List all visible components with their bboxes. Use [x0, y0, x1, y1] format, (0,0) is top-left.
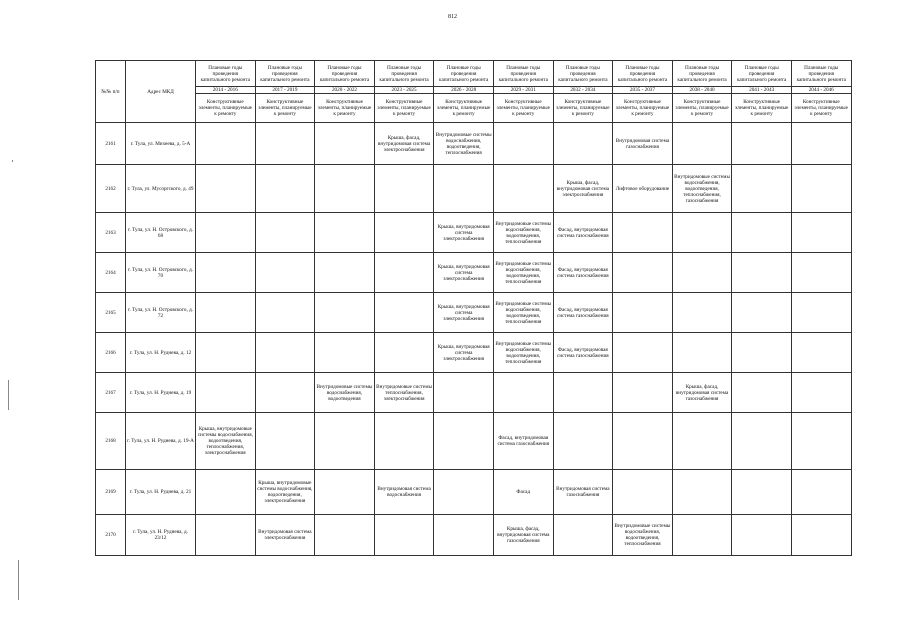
repair-cell: [434, 165, 494, 213]
period-range: 2014 - 2016: [196, 87, 256, 94]
table-row: [96, 470, 852, 515]
repair-cell: [493, 165, 553, 213]
repair-cell: [553, 413, 613, 470]
repair-cell: [672, 470, 732, 515]
repair-cell: [613, 253, 673, 293]
repair-cell: [374, 333, 434, 373]
repair-cell: [672, 333, 732, 373]
period-range: 2041 - 2043: [732, 87, 792, 94]
repair-cell: [791, 213, 851, 253]
repair-cell: [732, 470, 792, 515]
repair-cell: Крыша, фасад, внутридомовая система газоснабжения: [493, 515, 553, 556]
repair-cell: [196, 123, 256, 165]
repair-cell: [613, 413, 673, 470]
repair-cell: [791, 165, 851, 213]
repair-cell: [434, 470, 494, 515]
repair-cell: Крыша, внутридомовая система электроснабжения: [434, 293, 494, 333]
period-range: 2017 - 2019: [255, 87, 315, 94]
repair-cell: [374, 253, 434, 293]
element-kind-header: Конструктивные элементы, планируемые к ремонту: [613, 94, 673, 123]
repair-cell: [255, 293, 315, 333]
row-number: 2170: [96, 515, 126, 556]
row-number: 2163: [96, 213, 126, 253]
repair-cell: [434, 413, 494, 470]
row-address: г. Тула, ул. Н. Руднева, д. 19: [126, 373, 196, 413]
repair-cell: [196, 213, 256, 253]
repair-cell: Крыша, внутридомовые системы водоснабжения, водоотведения, теплоснабжения, электроснабжения: [196, 413, 256, 470]
repair-cell: Лифтовое оборудование: [613, 165, 673, 213]
repair-cell: [255, 123, 315, 165]
repair-cell: [732, 413, 792, 470]
repair-cell: [196, 470, 256, 515]
repair-cell: Внутридомовые системы водоснабжения, водоотведения, теплоснабжения, газоснабжения: [672, 165, 732, 213]
row-address: г. Тула, ул. Н. Островского, д. 70: [126, 253, 196, 293]
repair-cell: [493, 123, 553, 165]
repair-cell: [434, 515, 494, 556]
row-address: г. Тула, ул. Н. Руднева, д. 23/12: [126, 515, 196, 556]
element-kind-header: Конструктивные элементы, планируемые к ремонту: [493, 94, 553, 123]
repair-cell: Фасад, внутридомовая система газоснабжения: [493, 413, 553, 470]
repair-cell: [196, 333, 256, 373]
repair-cell: Фасад, внутридомовая система газоснабжения: [553, 253, 613, 293]
row-address: г. Тула, ул. Н. Островского, д. 68: [126, 213, 196, 253]
period-title: Плановые годы проведения капитального ремонта: [374, 61, 434, 87]
period-title: Плановые годы проведения капитального ремонта: [732, 61, 792, 87]
repair-cell: [255, 333, 315, 373]
repair-cell: [493, 373, 553, 413]
repair-cell: [315, 253, 375, 293]
period-range: 2035 - 2037: [613, 87, 673, 94]
repair-cell: [315, 413, 375, 470]
repair-cell: Крыша, внутридомовая система электроснабжения: [434, 253, 494, 293]
repair-cell: [672, 123, 732, 165]
repair-cell: [553, 373, 613, 413]
repair-cell: [613, 373, 673, 413]
row-address: г. Тула, ул. Мусоргского, д. 49: [126, 165, 196, 213]
repair-cell: [374, 213, 434, 253]
repair-cell: [196, 253, 256, 293]
period-title: Плановые годы проведения капитального ремонта: [791, 61, 851, 87]
repair-cell: [255, 413, 315, 470]
period-title: Плановые годы проведения капитального ремонта: [672, 61, 732, 87]
row-address: г. Тула, ул. Н. Руднева, д. 12: [126, 333, 196, 373]
repair-cell: Внутридомовые системы теплоснабжения, электроснабжения: [374, 373, 434, 413]
repair-cell: [374, 293, 434, 333]
row-number: 2164: [96, 253, 126, 293]
repair-cell: [613, 213, 673, 253]
period-range: 2032 - 2034: [553, 87, 613, 94]
repair-cell: Внутридомовая система газоснабжения: [613, 123, 673, 165]
repair-cell: Крыша, внутридомовая система электроснабжения: [434, 213, 494, 253]
period-range: 2023 - 2025: [374, 87, 434, 94]
repair-cell: [732, 253, 792, 293]
repair-cell: [315, 213, 375, 253]
repair-cell: Внутридомовые системы водоснабжения, водоотведения, теплоснабжения: [613, 515, 673, 556]
scan-artifact: [8, 380, 9, 410]
repair-cell: [553, 123, 613, 165]
table-row: [96, 515, 852, 556]
repair-cell: [672, 253, 732, 293]
header-address: Адрес МКД: [126, 61, 196, 123]
repair-cell: [315, 123, 375, 165]
table-row: [96, 293, 852, 333]
repair-cell: Фасад, внутридомовая система газоснабжения: [553, 213, 613, 253]
repair-cell: [791, 333, 851, 373]
element-kind-header: Конструктивные элементы, планируемые к ремонту: [434, 94, 494, 123]
repair-cell: [315, 515, 375, 556]
repair-cell: Крыша, фасад, внутридомовая система электроснабжения: [374, 123, 434, 165]
repair-cell: Фасад: [493, 470, 553, 515]
repair-cell: [613, 333, 673, 373]
period-range: 2020 - 2022: [315, 87, 375, 94]
repair-cell: Внутридомовые системы водоснабжения, водоотведения: [315, 373, 375, 413]
repair-cell: Внутридомовая система электроснабжения: [255, 515, 315, 556]
repair-cell: [791, 373, 851, 413]
repair-cell: [374, 165, 434, 213]
repair-cell: [613, 470, 673, 515]
table-row: [96, 333, 852, 373]
repair-cell: [791, 123, 851, 165]
page-number: 812: [448, 14, 457, 20]
repair-cell: [196, 293, 256, 333]
repair-cell: [374, 515, 434, 556]
repair-cell: [434, 373, 494, 413]
row-address: г. Тула, ул. Н. Руднева, д. 21: [126, 470, 196, 515]
row-number: 2167: [96, 373, 126, 413]
period-title: Плановые годы проведения капитального ремонта: [434, 61, 494, 87]
table-row: [96, 165, 852, 213]
repair-cell: Внутридомовые системы водоснабжения, водоотведения, теплоснабжения: [434, 123, 494, 165]
repair-cell: Крыша, фасад, внутридомовая система электроснабжения: [553, 165, 613, 213]
row-number: 2161: [96, 123, 126, 165]
repair-cell: [255, 253, 315, 293]
repair-cell: [672, 213, 732, 253]
period-range: 2029 - 2031: [493, 87, 553, 94]
repair-cell: Крыша, фасад, внутридомовая система газоснабжения: [672, 373, 732, 413]
repair-cell: Внутридомовые системы водоснабжения, водоотведения, теплоснабжения: [493, 213, 553, 253]
repair-cell: [791, 515, 851, 556]
scan-artifact: [12, 160, 13, 162]
table-row: [96, 253, 852, 293]
repair-cell: [732, 373, 792, 413]
header-num: №№ п/п: [96, 61, 126, 123]
repair-cell: [255, 373, 315, 413]
period-title: Плановые годы проведения капитального ремонта: [553, 61, 613, 87]
element-kind-header: Конструктивные элементы, планируемые к ремонту: [732, 94, 792, 123]
repair-cell: Внутридомовая система водоснабжения: [374, 470, 434, 515]
repair-cell: Внутридомовая система газоснабжения: [553, 470, 613, 515]
table-row: [96, 413, 852, 470]
repair-cell: [732, 123, 792, 165]
row-address: г. Тула, ул. Михеева, д. 5-А: [126, 123, 196, 165]
repair-cell: [732, 515, 792, 556]
repair-cell: [791, 293, 851, 333]
element-kind-header: Конструктивные элементы, планируемые к ремонту: [791, 94, 851, 123]
period-title: Плановые годы проведения капитального ремонта: [196, 61, 256, 87]
repair-cell: [672, 515, 732, 556]
repair-cell: [196, 515, 256, 556]
repair-cell: [315, 333, 375, 373]
row-address: г. Тула, ул. Н. Островского, д. 72: [126, 293, 196, 333]
element-kind-header: Конструктивные элементы, планируемые к ремонту: [196, 94, 256, 123]
period-range: 2026 - 2028: [434, 87, 494, 94]
repair-cell: [613, 293, 673, 333]
repair-cell: [315, 165, 375, 213]
row-number: 2162: [96, 165, 126, 213]
row-number: 2168: [96, 413, 126, 470]
repair-cell: [315, 470, 375, 515]
scan-artifact: [18, 560, 19, 600]
row-address: г. Тула, ул. Н. Руднева, д. 19-А: [126, 413, 196, 470]
repair-cell: [791, 413, 851, 470]
element-kind-header: Конструктивные элементы, планируемые к ремонту: [672, 94, 732, 123]
row-number: 2165: [96, 293, 126, 333]
repair-cell: [732, 293, 792, 333]
repair-cell: [732, 333, 792, 373]
element-kind-header: Конструктивные элементы, планируемые к ремонту: [315, 94, 375, 123]
capital-repair-table: [95, 60, 852, 556]
element-kind-header: Конструктивные элементы, планируемые к ремонту: [374, 94, 434, 123]
repair-cell: Крыша, внутридомовая система электроснабжения: [434, 333, 494, 373]
period-title: Плановые годы проведения капитального ремонта: [493, 61, 553, 87]
repair-cell: [196, 165, 256, 213]
repair-cell: Внутридомовые системы водоснабжения, водоотведения, теплоснабжения: [493, 253, 553, 293]
row-number: 2166: [96, 333, 126, 373]
repair-cell: [255, 213, 315, 253]
repair-cell: [553, 515, 613, 556]
period-range: 2038 - 2040: [672, 87, 732, 94]
repair-cell: Внутридомовые системы водоснабжения, водоотведения, теплоснабжения: [493, 293, 553, 333]
repair-cell: Фасад, внутридомовая система газоснабжения: [553, 333, 613, 373]
table-row: [96, 123, 852, 165]
repair-cell: [791, 253, 851, 293]
period-title: Плановые годы проведения капитального ремонта: [613, 61, 673, 87]
repair-cell: [255, 165, 315, 213]
period-range: 2044 - 2046: [791, 87, 851, 94]
repair-cell: [672, 293, 732, 333]
repair-cell: [732, 165, 792, 213]
table-row: [96, 373, 852, 413]
repair-cell: [315, 293, 375, 333]
period-title: Плановые годы проведения капитального ремонта: [255, 61, 315, 87]
repair-cell: [672, 413, 732, 470]
repair-cell: [196, 373, 256, 413]
row-number: 2169: [96, 470, 126, 515]
element-kind-header: Конструктивные элементы, планируемые к ремонту: [255, 94, 315, 123]
element-kind-header: Конструктивные элементы, планируемые к ремонту: [553, 94, 613, 123]
repair-cell: Внутридомовые системы водоснабжения, водоотведения, теплоснабжения: [493, 333, 553, 373]
repair-cell: [791, 470, 851, 515]
repair-cell: [732, 213, 792, 253]
repair-cell: [374, 413, 434, 470]
period-title: Плановые годы проведения капитального ремонта: [315, 61, 375, 87]
table-row: [96, 213, 852, 253]
repair-cell: Крыша, внутридомовые системы водоснабжения, водоотведения, электроснабжения: [255, 470, 315, 515]
repair-cell: Фасад, внутридомовая система газоснабжения: [553, 293, 613, 333]
